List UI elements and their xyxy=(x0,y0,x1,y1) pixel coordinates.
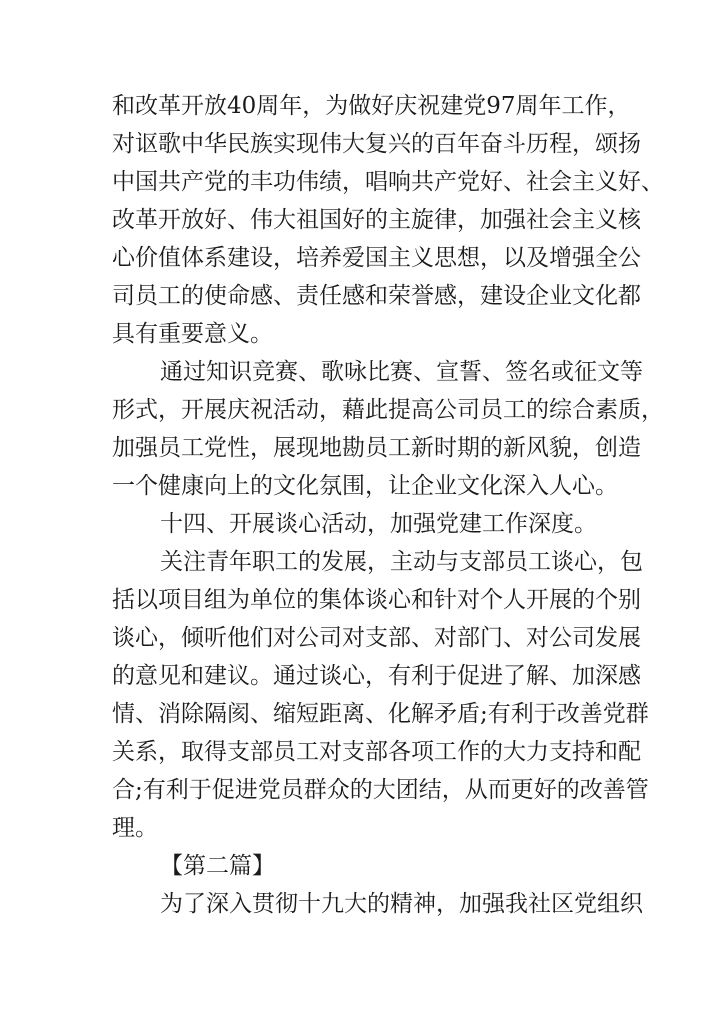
paragraph-4-line-5: 情、消除隔阂、缩短距离、化解矛盾;有利于改善党群 xyxy=(112,701,649,727)
paragraph-1-line-3: 中国共产党的丰功伟绩，唱响共产党好、社会主义好、 xyxy=(112,169,664,195)
paragraph-1-line-5: 心价值体系建设，培养爱国主义思想，以及增强全公 xyxy=(112,245,641,271)
paragraph-1-line-6: 司员工的使命感、责任感和荣誉感，建设企业文化都 xyxy=(112,283,641,309)
paragraph-4-line-1: 关注青年职工的发展，主动与支部员工谈心，包 xyxy=(160,549,643,575)
paragraph-4-line-8: 理。 xyxy=(112,815,158,841)
paragraph-2-line-4: 一个健康向上的文化氛围，让企业文化深入人心。 xyxy=(112,473,618,499)
paragraph-6-line-1: 为了深入贯彻十九大的精神，加强我社区党组织 xyxy=(160,891,643,917)
paragraph-2-line-3: 加强员工党性，展现地勘员工新时期的新风貌，创造 xyxy=(112,435,641,461)
paragraph-4-line-6: 关系，取得支部员工对支部各项工作的大力支持和配 xyxy=(112,739,641,765)
section-heading-14: 十四、开展谈心活动，加强党建工作深度。 xyxy=(160,511,597,537)
paragraph-1-line-4: 改革开放好、伟大祖国好的主旋律，加强社会主义核 xyxy=(112,207,641,233)
paragraph-4-line-2: 括以项目组为单位的集体谈心和针对个人开展的个别 xyxy=(112,587,641,613)
paragraph-4-line-7: 合;有利于促进党员群众的大团结，从而更好的改善管 xyxy=(112,777,649,803)
paragraph-1-line-1: 和改革开放40周年，为做好庆祝建党97周年工作， xyxy=(112,93,631,119)
paragraph-1-line-2: 对讴歌中华民族实现伟大复兴的百年奋斗历程，颂扬 xyxy=(112,131,641,157)
paragraph-2-line-2: 形式，开展庆祝活动，藉此提高公司员工的综合素质， xyxy=(112,397,664,423)
paragraph-1-line-7: 具有重要意义。 xyxy=(112,321,273,347)
paragraph-4-line-3: 谈心，倾听他们对公司对支部、对部门、对公司发展 xyxy=(112,625,641,651)
paragraph-2-line-1: 通过知识竞赛、歌咏比赛、宣誓、签名或征文等 xyxy=(160,359,643,385)
part-heading: 【第二篇】 xyxy=(160,853,275,879)
paragraph-4-line-4: 的意见和建议。通过谈心，有利于促进了解、加深感 xyxy=(112,663,641,689)
